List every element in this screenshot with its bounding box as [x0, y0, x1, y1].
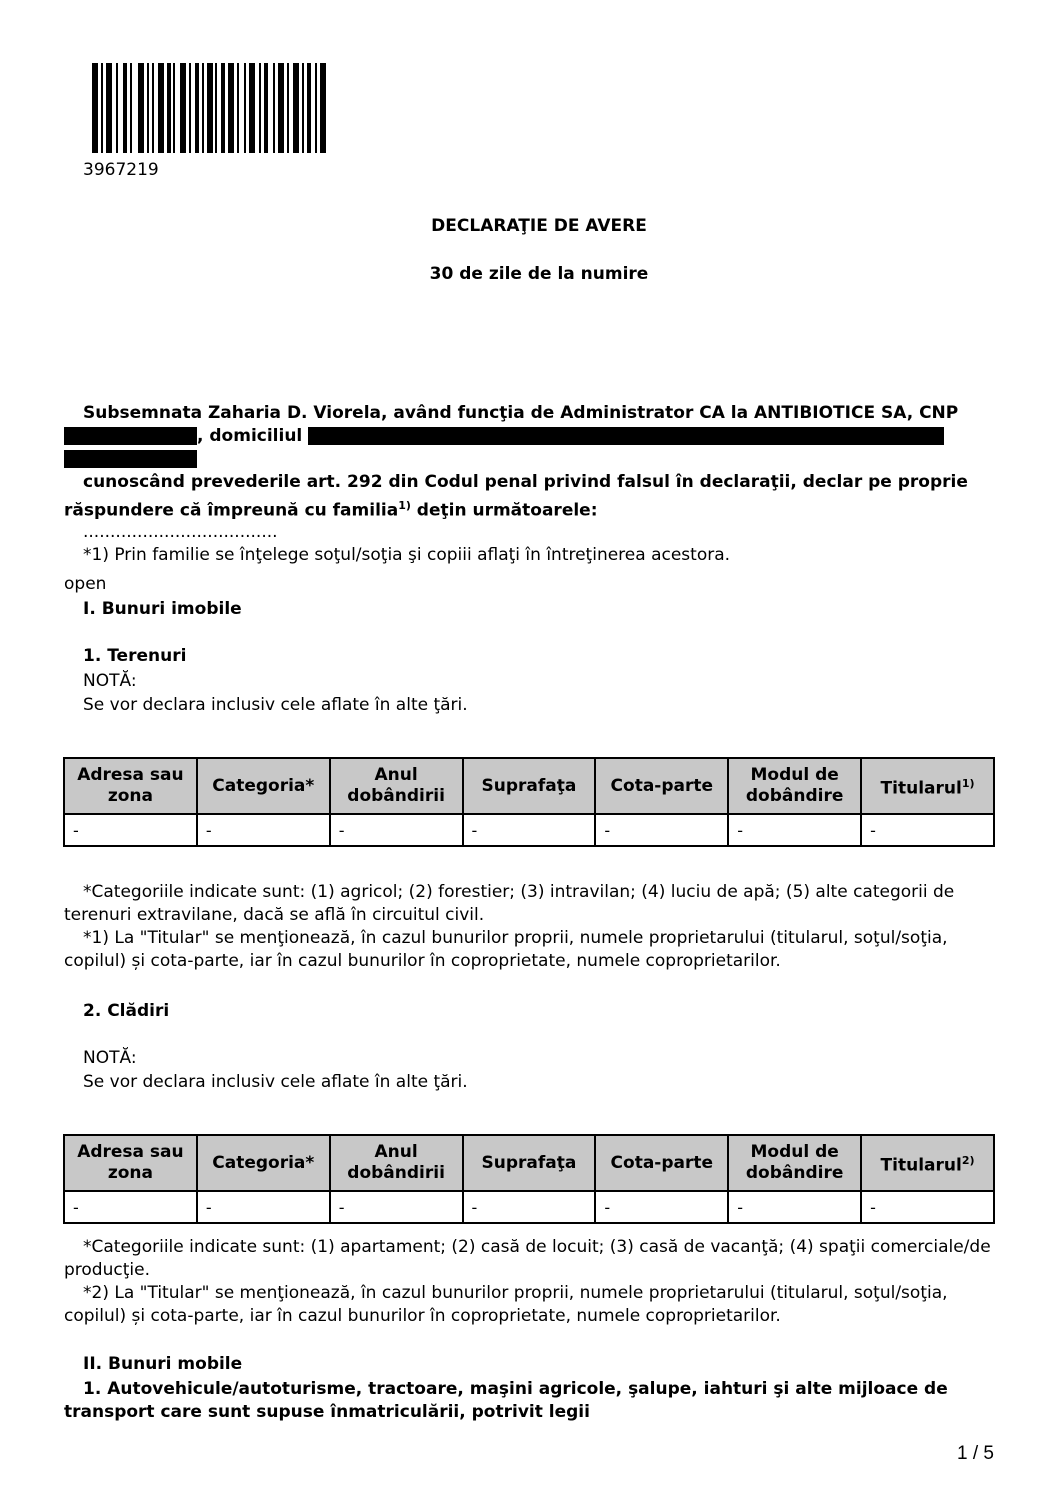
barcode-image — [92, 63, 574, 153]
domiciliu-label: , domiciliul — [197, 426, 303, 446]
table-cell: - — [197, 1191, 330, 1223]
barcode-bar — [221, 63, 225, 153]
open-label: open — [64, 574, 107, 594]
redacted-address-continued — [64, 450, 197, 468]
barcode-bar — [320, 63, 326, 153]
cladiri-nota: NOTĂ: — [83, 1048, 137, 1068]
column-header: Titularul$^{1)}$ — [861, 758, 994, 814]
barcode-bar — [273, 63, 275, 153]
note-titular-cont: copilul) și cota-parte, iar în cazul bunurilor în coproprietate, numele coproprietarilor. — [64, 951, 781, 971]
intro-paragraph — [64, 402, 1004, 523]
table-cell: - — [861, 814, 994, 846]
section-1-heading: I. Bunuri imobile — [83, 599, 242, 619]
table-row — [64, 814, 994, 846]
intro-line-3: cunoscând prevederile art. 292 din Codul penal privind falsul în declaraţii, declar pe proprie — [83, 472, 968, 492]
cladiri-nota-text: Se vor declara inclusiv cele aflate în alte ţări. — [83, 1072, 468, 1092]
table-cell: - — [197, 814, 330, 846]
table-header-row — [64, 1135, 994, 1191]
barcode-bar — [307, 63, 311, 153]
barcode-bar — [130, 63, 132, 153]
barcode-bar — [158, 63, 164, 153]
column-header: Anul dobândirii — [330, 758, 463, 814]
barcode-bar — [195, 63, 199, 153]
barcode-bar — [249, 63, 255, 153]
barcode-bar — [167, 63, 171, 153]
redacted-cnp — [64, 427, 197, 445]
barcode-bar — [116, 63, 118, 153]
terenuri-notes — [64, 881, 1004, 973]
barcode-bar — [152, 63, 154, 153]
intro-line-4: răspundere că împreună cu familia$^{1)}$ deţin următoarele: — [64, 499, 598, 521]
barcode-bar — [202, 63, 204, 153]
column-header: Suprafaţa — [463, 758, 596, 814]
barcode-bar — [106, 63, 112, 153]
intro-line-1: Subsemnata Zaharia D. Viorela, având funcţia de Administrator CA la ANTIBIOTICE SA, CNP — [83, 403, 959, 423]
note-categories-cont: producţie. — [64, 1260, 150, 1280]
table-cell: - — [595, 1191, 728, 1223]
barcode-bar — [259, 63, 261, 153]
cladiri-table — [63, 1134, 995, 1224]
barcode-bar — [315, 63, 317, 153]
redacted-address — [308, 427, 944, 445]
terenuri-table — [63, 757, 995, 847]
document-subtitle: 30 de zile de la numire — [429, 264, 649, 284]
table-header-row — [64, 758, 994, 814]
barcode-bar — [138, 63, 144, 153]
barcode-bar — [189, 63, 191, 153]
barcode-bar — [173, 63, 175, 153]
note-titular: *2) La "Titular" se menţionează, în cazul bunurilor proprii, numele proprietarului (titularul, soţul/soţia, — [83, 1283, 948, 1303]
table-cell: - — [330, 814, 463, 846]
column-header: Cota-parte — [595, 1135, 728, 1191]
section-2-sub1: 1. Autovehicule/autoturisme, tractoare, maşini agricole, şalupe, iahturi şi alte mijloace de transport care sunt supuse înmatriculării, potrivit legii — [64, 1379, 948, 1422]
barcode-bar — [92, 63, 98, 153]
document-title: DECLARAŢIE DE AVERE — [431, 216, 647, 236]
barcode-bar — [287, 63, 289, 153]
barcode-bar — [278, 63, 284, 153]
column-header: Suprafaţa — [463, 1135, 596, 1191]
column-header: Anul dobândirii — [330, 1135, 463, 1191]
note-categories: *Categoriile indicate sunt: (1) apartament; (2) casă de locuit; (3) casă de vacanţă; (4) spaţii comerciale/de — [83, 1237, 991, 1257]
column-header: Adresa sau zona — [64, 1135, 197, 1191]
table-cell: - — [463, 814, 596, 846]
note-titular: *1) La "Titular" se menţionează, în cazul bunurilor proprii, numele proprietarului (titularul, soţul/soţia, — [83, 928, 948, 948]
table-row — [64, 1191, 994, 1223]
barcode-bar — [293, 63, 299, 153]
barcode-bar — [123, 63, 127, 153]
table-cell: - — [595, 814, 728, 846]
barcode-bar — [207, 63, 213, 153]
section-2-heading: II. Bunuri mobile — [83, 1354, 243, 1374]
column-header: Modul de dobândire — [728, 1135, 861, 1191]
terenuri-heading: 1. Terenuri — [83, 646, 187, 666]
barcode-bar — [180, 63, 186, 153]
table-cell: - — [728, 1191, 861, 1223]
dots-line: .................................... — [83, 522, 278, 542]
column-header: Adresa sau zona — [64, 758, 197, 814]
barcode-bar — [264, 63, 268, 153]
note-titular-cont: copilul) și cota-parte, iar în cazul bunurilor în coproprietate, numele coproprietarilor. — [64, 1306, 781, 1326]
column-header: Categoria* — [197, 758, 330, 814]
table-cell: - — [64, 814, 197, 846]
barcode-bar — [244, 63, 246, 153]
terenuri-nota-text: Se vor declara inclusiv cele aflate în alte ţări. — [83, 695, 468, 715]
table-cell: - — [728, 814, 861, 846]
table-cell: - — [861, 1191, 994, 1223]
footnote-family: *1) Prin familie se înţelege soţul/soţia şi copiii aflaţi în întreţinerea acestora. — [83, 545, 731, 565]
barcode-number: 3967219 — [83, 160, 159, 180]
terenuri-nota: NOTĂ: — [83, 671, 137, 691]
table-cell: - — [64, 1191, 197, 1223]
column-header: Modul de dobândire — [728, 758, 861, 814]
column-header: Cota-parte — [595, 758, 728, 814]
barcode-bar — [215, 63, 217, 153]
barcode-bar — [237, 63, 239, 153]
barcode-bar — [228, 63, 234, 153]
intro-line-2b — [64, 448, 1004, 471]
table-cell: - — [463, 1191, 596, 1223]
barcode-bar — [147, 63, 149, 153]
page-number: 1 / 5 — [957, 1443, 994, 1464]
cladiri-heading: 2. Clădiri — [83, 1001, 170, 1021]
table-cell: - — [330, 1191, 463, 1223]
column-header: Categoria* — [197, 1135, 330, 1191]
intro-line-2 — [64, 425, 1004, 448]
barcode-bar — [101, 63, 103, 153]
cladiri-notes — [64, 1236, 1004, 1328]
note-categories-cont: terenuri extravilane, dacă se află în circuitul civil. — [64, 905, 485, 925]
column-header: Titularul$^{2)}$ — [861, 1135, 994, 1191]
note-categories: *Categoriile indicate sunt: (1) agricol; (2) forestier; (3) intravilan; (4) luciu de apă; (5) alte categorii de — [83, 882, 955, 902]
barcode-bar — [302, 63, 304, 153]
